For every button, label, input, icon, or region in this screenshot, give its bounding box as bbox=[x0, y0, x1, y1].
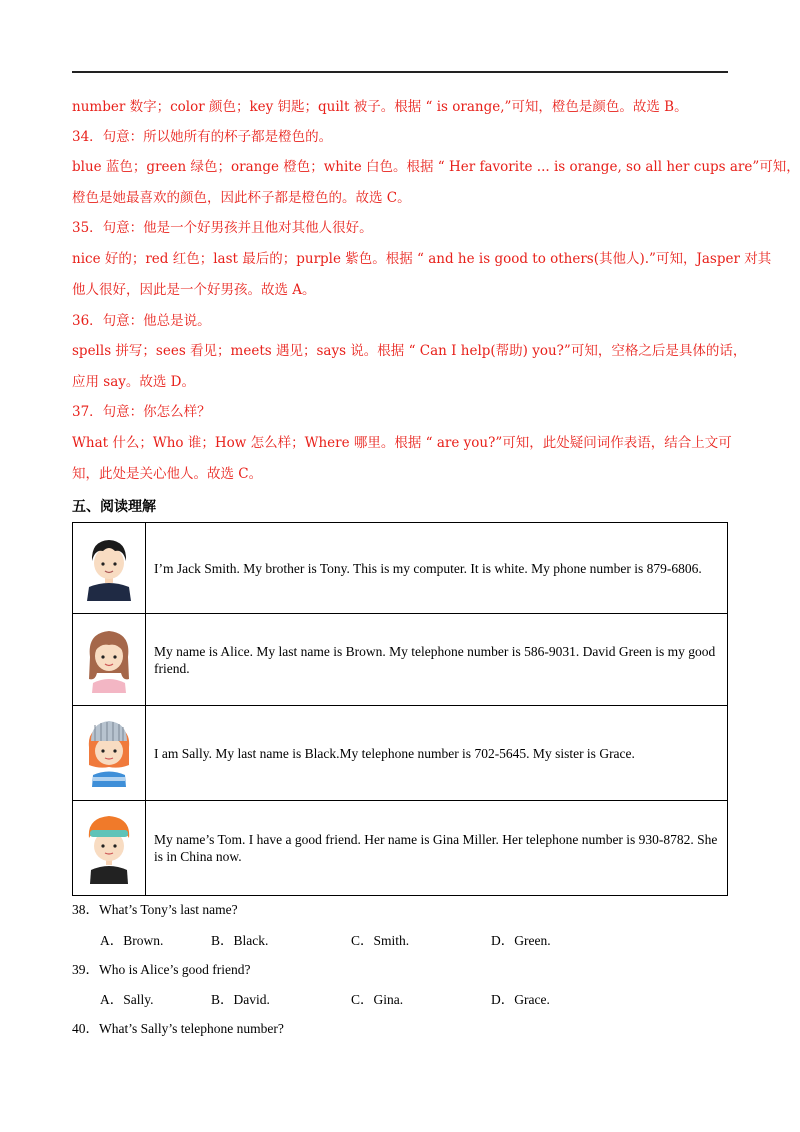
option-c[interactable]: C．Gina. bbox=[351, 992, 404, 1007]
person-text: I am Sally. My last name is Black.My telephone number is 702-5645. My sister is Grace. bbox=[146, 706, 728, 801]
option-c[interactable]: C．Smith. bbox=[351, 933, 410, 948]
question-stem: 39．Who is Alice’s good friend? bbox=[72, 962, 251, 977]
option-a[interactable]: A．Brown. bbox=[100, 933, 164, 948]
explanation-line: 应用 say。故选 D。 bbox=[72, 374, 196, 390]
table-row bbox=[73, 523, 728, 614]
explanation-line: 36．句意：他总是说。 bbox=[72, 313, 211, 329]
explanation-line: 他人很好，因此是一个好男孩。故选 A。 bbox=[72, 282, 316, 298]
explanation-line: 34．句意：所以她所有的杯子都是橙色的。 bbox=[72, 129, 333, 145]
person-text: My name’s Tom. I have a good friend. Her name is Gina Miller. Her telephone number is 930-8782. She is in China now. bbox=[146, 801, 728, 896]
explanation-line: What 什么；Who 谁；How 怎么样；Where 哪里。根据 “ are you?”可知，此处疑问词作表语，结合上文可 bbox=[72, 435, 732, 451]
explanation-line: 橙色是她最喜欢的颜色，因此杯子都是橙色的。故选 C。 bbox=[72, 190, 411, 206]
section-title: 五、阅读理解 bbox=[72, 499, 156, 515]
sally-avatar-icon bbox=[79, 713, 139, 789]
option-d[interactable]: D．Grace. bbox=[491, 992, 550, 1007]
option-b[interactable]: B．Black. bbox=[211, 933, 269, 948]
avatar-cell bbox=[73, 801, 146, 896]
header-rule bbox=[72, 71, 728, 73]
option-b[interactable]: B．David. bbox=[211, 992, 270, 1007]
explanation-line: spells 拼写；sees 看见；meets 遇见；says 说。根据 “ Can I help(帮助) you?”可知，空格之后是具体的话， bbox=[72, 343, 747, 359]
avatar-cell bbox=[73, 523, 146, 614]
table-row bbox=[73, 801, 728, 896]
boy-avatar-icon bbox=[79, 531, 139, 601]
explanation-line: 35．句意：他是一个好男孩并且他对其他人很好。 bbox=[72, 220, 373, 236]
explanation-line: 37．句意：你怎么样？ bbox=[72, 404, 211, 420]
explanation-line: nice 好的；red 红色；last 最后的；purple 紫色。根据 “ and he is good to others(其他人).”可知，Jasper 对其 bbox=[72, 251, 772, 267]
table-row bbox=[73, 614, 728, 706]
question-stem: 40．What’s Sally’s telephone number? bbox=[72, 1021, 284, 1036]
person-text: My name is Alice. My last name is Brown. My telephone number is 586-9031. David Green is my good friend. bbox=[146, 614, 728, 706]
person-text: I’m Jack Smith. My brother is Tony. This is my computer. It is white. My phone number is 879-6806. bbox=[146, 523, 728, 614]
explanation-line: number 数字；color 颜色；key 钥匙；quilt 被子。根据 “ is orange,”可知，橙色是颜色。故选 B。 bbox=[72, 99, 688, 115]
tom-avatar-icon bbox=[79, 808, 139, 884]
explanation-line: 知，此处是关心他人。故选 C。 bbox=[72, 466, 263, 482]
question-stem: 38．What’s Tony’s last name? bbox=[72, 902, 238, 917]
reading-table bbox=[72, 522, 728, 896]
table-row bbox=[73, 706, 728, 801]
girl-avatar-icon bbox=[79, 621, 139, 693]
avatar-cell bbox=[73, 706, 146, 801]
option-a[interactable]: A．Sally. bbox=[100, 992, 154, 1007]
avatar-cell bbox=[73, 614, 146, 706]
explanation-line: blue 蓝色；green 绿色；orange 橙色；white 白色。根据 “ Her favorite ... is orange, so all her cups are”可知， bbox=[72, 159, 800, 175]
option-d[interactable]: D．Green. bbox=[491, 933, 551, 948]
